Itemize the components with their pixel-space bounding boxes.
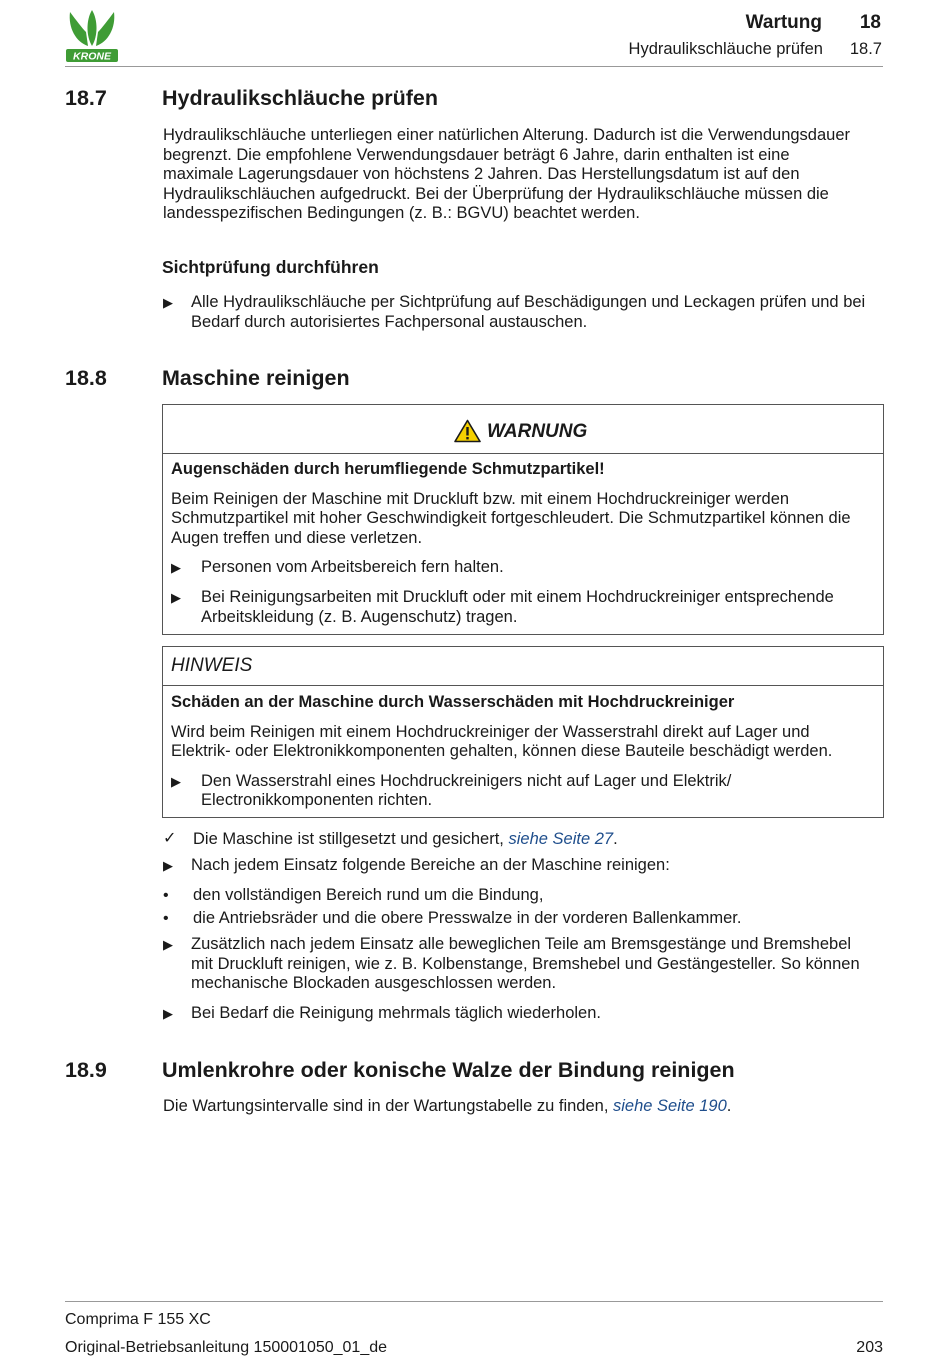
step-arrow-icon: ▶: [163, 295, 173, 310]
section-number-18-9: 18.9: [65, 1058, 107, 1082]
notice-label: HINWEIS: [171, 655, 253, 676]
notice-step: ▶ Den Wasserstrahl eines Hochdruckreinigers nicht auf Lager und Elektrik/ Electronikkomponenten richten.: [171, 771, 732, 810]
krone-logo: [64, 8, 120, 64]
logo-wordmark: KRONE: [73, 50, 111, 63]
step-arrow-icon: ▶: [171, 560, 181, 576]
warning-heading: Augenschäden durch herumfliegende Schmutzpartikel!: [171, 460, 605, 478]
header-section-title: Hydraulikschläuche prüfen: [628, 40, 823, 58]
footer-product: Comprima F 155 XC: [65, 1311, 211, 1328]
step-visual-check: ▶ Alle Hydraulikschläuche per Sichtprüfung auf Beschädigungen und Leckagen prüfen und bei Bedarf durch autorisiertes Fachpersonal austauschen.: [163, 293, 866, 331]
step-arrow-icon: ▶: [163, 1006, 173, 1021]
subheading-visual-check: Sichtprüfung durchführen: [162, 257, 379, 277]
warning-step-1: ▶ Personen vom Arbeitsbereich fern halten.: [171, 558, 504, 577]
step-arrow-icon: ▶: [163, 858, 173, 873]
section-number-18-8: 18.8: [65, 366, 107, 390]
hydraulic-hoses-intro: Hydraulikschläuche unterliegen einer natürlichen Alterung. Dadurch ist die Verwendungsdauer begrenzt. Die empfohlene Verwendungsdauer beträgt 6 Jahre, darin enthalten ist eine maximale Lagerungsdauer von höchstens 2 Jahren. Das Herstellungsdatum ist auf den Hydraulikschläuchen aufgedruckt. Bei der Überprüfung der Hydraulikschläuche müssen die landesspezifischen Bedingungen (z. B.: BGVU) beachtet werden.: [163, 126, 851, 223]
header-chapter-title: Wartung: [745, 12, 822, 33]
maintenance-interval-text: Die Wartungsintervalle sind in der Wartungstabelle zu finden, siehe Seite 190.: [163, 1097, 732, 1115]
clean-step-2: ▶ Zusätzlich nach jedem Einsatz alle beweglichen Teile am Bremsgestänge und Bremshebel mit Druckluft reinigen, wie z. B. Kolbenstange, Bremshebel und Gestängesteller. So können mechanische Blockaden ausgeschlossen werden.: [163, 935, 860, 993]
footer-page-number: 203: [856, 1339, 883, 1356]
footer-document: Original-Betriebsanleitung 150001050_01_de: [65, 1339, 388, 1356]
header-rule: [65, 66, 883, 67]
section-title-18-9: Umlenkrohre oder konische Walze der Bindung reinigen: [162, 1058, 735, 1082]
notice-text: Wird beim Reinigen mit einem Hochdruckreiniger der Wasserstrahl direkt auf Lager und Elektrik- oder Elektronikkomponenten gehalten, können diese Bauteile beschädigt werden.: [171, 722, 833, 761]
section-number-18-7: 18.7: [65, 86, 107, 110]
step-arrow-icon: ▶: [171, 589, 181, 605]
warning-text: Beim Reinigen der Maschine mit Druckluft bzw. mit einem Hochdruckreiniger werden Schmutzpartikel mit hoher Geschwindigkeit fortgeschleudert. Die Schmutzpartikel können die Augen treffen und diese verletzen.: [171, 489, 851, 547]
step-arrow-icon: ▶: [163, 937, 173, 952]
notice-box: [162, 646, 884, 818]
header-chapter-number: 18: [859, 12, 881, 33]
header-section-number: 18.7: [849, 40, 882, 58]
bullet-dot-icon: •: [163, 887, 169, 904]
warning-header: [163, 405, 883, 454]
link-page-27[interactable]: siehe Seite 27: [508, 830, 614, 848]
notice-header: [163, 647, 883, 686]
notice-heading: Schäden an der Maschine durch Wasserschäden mit Hochdruckreiniger: [171, 693, 735, 711]
clean-step-3: ▶ Bei Bedarf die Reinigung mehrmals täglich wiederholen.: [163, 1004, 601, 1022]
warning-label: WARNUNG: [487, 421, 588, 442]
precondition: ✓ Die Maschine ist stillgesetzt und gesichert, siehe Seite 27.: [163, 830, 618, 848]
footer-rule: [65, 1301, 883, 1302]
step-arrow-icon: ▶: [171, 773, 181, 789]
warning-triangle-icon: [454, 419, 481, 448]
bullet-dot-icon: •: [163, 910, 169, 927]
link-page-190[interactable]: siehe Seite 190: [613, 1097, 727, 1115]
list-item: • den vollständigen Bereich rund um die Bindung,: [163, 886, 544, 904]
clean-step-1: ▶ Nach jedem Einsatz folgende Bereiche an der Maschine reinigen:: [163, 856, 670, 874]
list-item: • die Antriebsräder und die obere Presswalze in der vorderen Ballenkammer.: [163, 909, 742, 927]
section-title-18-7: Hydraulikschläuche prüfen: [162, 86, 438, 110]
section-title-18-8: Maschine reinigen: [162, 366, 350, 390]
check-icon: ✓: [163, 830, 177, 847]
warning-step-2: ▶ Bei Reinigungsarbeiten mit Druckluft oder mit einem Hochdruckreiniger entsprechende Arbeitskleidung (z. B. Augenschutz) tragen.: [171, 587, 834, 626]
warning-box: [162, 404, 884, 635]
